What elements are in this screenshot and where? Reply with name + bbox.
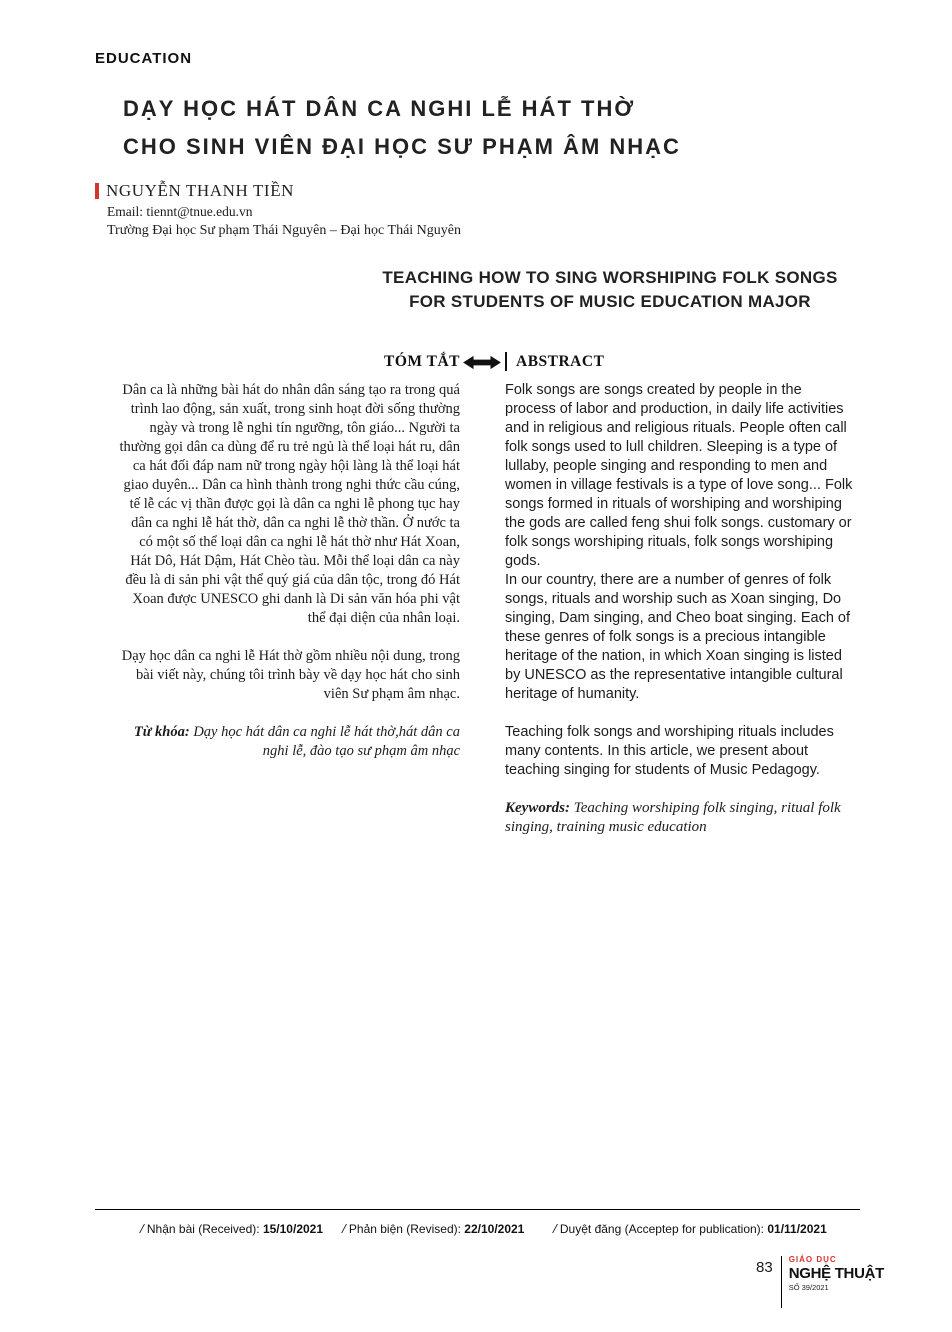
keywords-vi-text: Dạy học hát dân ca nghi lễ hát thờ,hát dân ca nghi lễ, đào tạo sư phạm âm nhạc xyxy=(189,724,460,759)
abstract-en-paragraph-3: Teaching folk songs and worshiping rituals includes many contents. In this article, we present about teaching singing for students of Music Pedagogy. xyxy=(505,724,834,778)
footer-accepted-date: 01/11/2021 xyxy=(767,1222,827,1236)
slash-icon: / xyxy=(342,1222,346,1237)
title-vi-line2: CHO SINH VIÊN ĐẠI HỌC SƯ PHẠM ÂM NHẠC xyxy=(123,134,681,159)
author-email: Email: tiennt@tnue.edu.vn xyxy=(107,204,253,219)
keywords-en-text: Teaching worshiping folk singing, ritual folk singing, training music education xyxy=(505,800,841,835)
author-name: NGUYỄN THANH TIỀN xyxy=(106,181,295,200)
journal-issue-number: SỐ 39/2021 xyxy=(788,1283,829,1292)
footer-divider-rule xyxy=(95,1209,860,1210)
section-label: EDUCATION xyxy=(95,50,193,67)
title-en-line2: FOR STUDENTS OF MUSIC EDUCATION MAJOR xyxy=(409,292,811,311)
journal-logo-main: NGHỆ THUẬT xyxy=(788,1265,885,1282)
footer-revised-label: Phản biện (Revised): xyxy=(348,1222,465,1236)
footer-received-label: Nhận bài (Received): xyxy=(146,1222,263,1236)
slash-icon: / xyxy=(553,1222,557,1237)
keywords-en-label: Keywords: xyxy=(505,800,570,816)
slash-icon: / xyxy=(140,1222,144,1237)
abstract-english-column xyxy=(505,352,855,856)
author-row xyxy=(95,181,294,201)
footer-revised-date: 22/10/2021 xyxy=(464,1222,525,1236)
author-accent-bar xyxy=(95,183,99,199)
abstract-vietnamese-column xyxy=(115,352,460,856)
journal-logo-top: GIÁO DỤC xyxy=(788,1255,837,1264)
logo-divider-rule xyxy=(781,1256,782,1308)
abstract-vi-heading: TÓM TẮT xyxy=(384,353,460,370)
keywords-vi-label: Từ khóa: xyxy=(133,724,190,740)
abstract-en-heading: ABSTRACT xyxy=(505,352,855,371)
footer-accepted-label: Duyệt đăng (Acceptep for publication): xyxy=(559,1222,768,1236)
abstract-column-gap xyxy=(460,352,505,856)
keywords-en xyxy=(505,799,855,837)
title-en-line1: TEACHING HOW TO SING WORSHIPING FOLK SONGS xyxy=(382,268,838,287)
abstract-vi-paragraph-1: Dân ca là những bài hát do nhân dân sáng tạo ra trong quá trình lao động, sản xuất, trong sinh hoạt đời sống thường ngày và trong lễ nghi tín ngưỡng, tôn giáo... Người ta thường gọi dân ca dùng để ru trẻ ngủ là thể loại hát ru, dân ca hát đối đáp nam nữ trong ngày hội làng là thể loại hát giao duyên... Dân ca hình thành trong nghi thức cầu cúng, tế lễ các vị thần được gọi là dân ca nghi lễ phong tục hay dân ca nghi lễ hát thờ, dân ca nghi lễ thờ thần. Ở nước ta có một số thể loại dân ca nghi lễ hát thờ như Hát Xoan, Hát Dô, Hát Dậm, Hát Chèo tàu. Mỗi thể loại dân ca này đều là di sản phi vật thể quý giá của dân tộc, trong đó Hát Xoan được UNESCO ghi danh là Di sản văn hóa phi vật thể đại diện của nhân loại. xyxy=(119,382,460,626)
footer-received-date: 15/10/2021 xyxy=(262,1222,324,1236)
title-vi-line1: DẠY HỌC HÁT DÂN CA NGHI LỄ HÁT THỜ xyxy=(123,96,636,121)
abstract-en-paragraph-2: In our country, there are a number of genres of folk songs, rituals and worship such as Xoan singing, Do singing, Dam singing, and Cheo boat singing. Each of these genres of folk songs is a precious intangible heritage of the nation, in which Xoan singing is listed by UNESCO as the representative intangible cultural heritage of humanity. xyxy=(505,572,850,702)
abstract-section xyxy=(115,352,855,856)
page-number: 83 xyxy=(756,1259,773,1276)
abstract-en-paragraph-1: Folk songs are songs created by people in the process of labor and production, in daily life activities and in religious and religious rituals. People often call folk songs used to lull children. Sleeping is a type of lullaby, people singing and responding to men and women in village festivals is a type of love song... Folk songs formed in rituals of worshiping and worshiping the gods are called feng shui folk songs. customary or folk songs worshiping rituals, folk songs worshiping gods. xyxy=(505,382,853,569)
keywords-vi xyxy=(115,723,460,761)
footer-revised xyxy=(342,1222,524,1238)
footer-received xyxy=(140,1222,323,1238)
article-title-vietnamese xyxy=(123,90,681,166)
article-title-english xyxy=(270,266,950,314)
page-number-and-logo xyxy=(756,1256,884,1308)
abstract-vi-paragraph-2: Dạy học dân ca nghi lễ Hát thờ gồm nhiều nội dung, trong bài viết này, chúng tôi trình bày về dạy học hát cho sinh viên Sư phạm âm nhạc. xyxy=(121,648,460,702)
footer-accepted xyxy=(553,1222,827,1238)
double-arrow-icon xyxy=(463,354,501,371)
author-affiliation: Trường Đại học Sư phạm Thái Nguyên – Đại học Thái Nguyên xyxy=(107,223,461,238)
journal-logo xyxy=(789,1256,884,1292)
